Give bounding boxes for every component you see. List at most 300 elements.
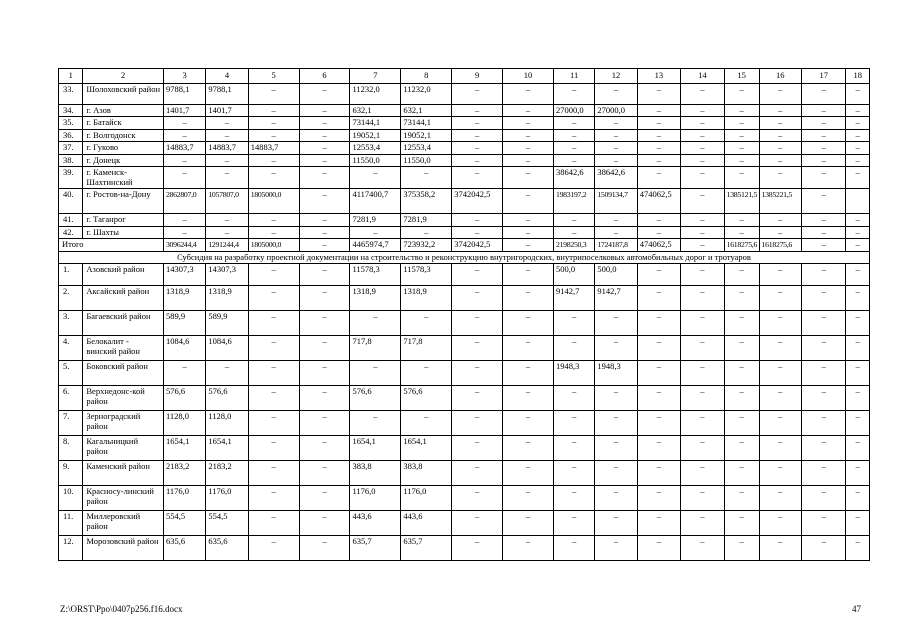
value-cell: 2862807,0 — [163, 189, 205, 214]
row-number-cell: 10. — [59, 486, 83, 511]
value-cell: 1176,0 — [350, 486, 401, 511]
value-cell: – — [452, 336, 503, 361]
value-cell: – — [299, 511, 350, 536]
value-cell: – — [846, 154, 870, 167]
value-cell: – — [637, 154, 680, 167]
district-name-cell: Верхнедонс-кой район — [83, 386, 164, 411]
table-row — [59, 536, 870, 561]
value-cell: – — [206, 117, 248, 130]
district-name-cell: г. Гуково — [83, 142, 164, 155]
value-cell: – — [759, 386, 801, 411]
value-cell: – — [503, 386, 554, 411]
value-cell: – — [801, 167, 846, 189]
value-cell: – — [595, 142, 637, 155]
value-cell: 1385121,5 — [724, 189, 759, 214]
value-cell: – — [801, 142, 846, 155]
table-row — [59, 154, 870, 167]
value-cell: – — [846, 436, 870, 461]
value-cell: – — [801, 83, 846, 104]
value-cell: 7281,9 — [350, 214, 401, 227]
row-number-cell: 33. — [59, 83, 83, 104]
value-cell: – — [595, 336, 637, 361]
value-cell: – — [299, 361, 350, 386]
table-row — [59, 83, 870, 104]
table-row — [59, 486, 870, 511]
section-title: Субсидия на разработку проектной документации на строительство и реконструкцию внутригородских, внутрипоселковых автомобильных дорог и тротуаров — [59, 251, 870, 264]
value-cell: 1654,1 — [163, 436, 205, 461]
value-cell: – — [846, 286, 870, 311]
district-name-cell: Кагальницкий район — [83, 436, 164, 461]
value-cell: – — [248, 511, 299, 536]
value-cell: 1318,9 — [163, 286, 205, 311]
value-cell: – — [595, 129, 637, 142]
value-cell: – — [503, 264, 554, 286]
value-cell: 1509134,7 — [595, 189, 637, 214]
value-cell: – — [206, 361, 248, 386]
total-value-cell: – — [801, 239, 846, 252]
value-cell: – — [801, 336, 846, 361]
value-cell: – — [759, 536, 801, 561]
value-cell: – — [553, 117, 594, 130]
value-cell: – — [637, 511, 680, 536]
value-cell: – — [299, 154, 350, 167]
value-cell: 38642,6 — [595, 167, 637, 189]
value-cell: – — [452, 511, 503, 536]
value-cell: 11550,0 — [350, 154, 401, 167]
value-cell: – — [248, 386, 299, 411]
value-cell: 1057807,0 — [206, 189, 248, 214]
value-cell: – — [759, 117, 801, 130]
value-cell: – — [299, 411, 350, 436]
value-cell: – — [846, 104, 870, 117]
value-cell: – — [801, 154, 846, 167]
row-number-cell: 6. — [59, 386, 83, 411]
value-cell: – — [248, 129, 299, 142]
value-cell: – — [637, 461, 680, 486]
value-cell: – — [503, 336, 554, 361]
value-cell: 2183,2 — [163, 461, 205, 486]
district-name-cell: Шолоховский район — [83, 83, 164, 104]
value-cell: – — [724, 386, 759, 411]
value-cell: – — [681, 189, 724, 214]
value-cell: 576,6 — [206, 386, 248, 411]
value-cell: – — [759, 104, 801, 117]
table-row — [59, 117, 870, 130]
value-cell: – — [553, 511, 594, 536]
value-cell: – — [452, 311, 503, 336]
value-cell: – — [681, 411, 724, 436]
value-cell: – — [553, 129, 594, 142]
value-cell: – — [724, 104, 759, 117]
total-value-cell: 1291244,4 — [206, 239, 248, 252]
value-cell: – — [801, 117, 846, 130]
value-cell: 500,0 — [595, 264, 637, 286]
value-cell: – — [759, 511, 801, 536]
total-value-cell: 2198250,3 — [553, 239, 594, 252]
value-cell: – — [681, 167, 724, 189]
value-cell: – — [248, 104, 299, 117]
value-cell: – — [452, 386, 503, 411]
value-cell: – — [163, 361, 205, 386]
total-value-cell: 3096244,4 — [163, 239, 205, 252]
value-cell: – — [553, 436, 594, 461]
value-cell: – — [759, 226, 801, 239]
value-cell: 1084,6 — [206, 336, 248, 361]
value-cell: 14883,7 — [206, 142, 248, 155]
row-number-cell: 12. — [59, 536, 83, 561]
value-cell: – — [595, 536, 637, 561]
value-cell: 1318,9 — [206, 286, 248, 311]
value-cell: 1318,9 — [401, 286, 452, 311]
table-row — [59, 361, 870, 386]
value-cell: 1654,1 — [350, 436, 401, 461]
value-cell: 11232,0 — [401, 83, 452, 104]
value-cell: – — [503, 536, 554, 561]
value-cell: – — [595, 226, 637, 239]
total-value-cell: 723932,2 — [401, 239, 452, 252]
column-number-header: 18 — [846, 69, 870, 84]
subsidy-table — [58, 68, 870, 561]
value-cell: 383,8 — [350, 461, 401, 486]
value-cell: – — [681, 286, 724, 311]
value-cell: 589,9 — [163, 311, 205, 336]
value-cell: 1805000,0 — [248, 189, 299, 214]
value-cell: 1176,0 — [206, 486, 248, 511]
value-cell: – — [248, 411, 299, 436]
value-cell: – — [846, 214, 870, 227]
value-cell: 443,6 — [401, 511, 452, 536]
value-cell: – — [681, 336, 724, 361]
value-cell: – — [846, 536, 870, 561]
value-cell: – — [206, 167, 248, 189]
value-cell: – — [452, 167, 503, 189]
column-number-header: 6 — [299, 69, 350, 84]
value-cell: – — [503, 117, 554, 130]
value-cell: – — [299, 214, 350, 227]
value-cell: – — [452, 83, 503, 104]
value-cell: – — [681, 311, 724, 336]
value-cell: – — [248, 214, 299, 227]
value-cell: – — [163, 167, 205, 189]
table-row — [59, 129, 870, 142]
row-number-cell: 35. — [59, 117, 83, 130]
total-value-cell: – — [503, 239, 554, 252]
value-cell: – — [452, 154, 503, 167]
value-cell: – — [503, 286, 554, 311]
value-cell: 717,8 — [401, 336, 452, 361]
total-row — [59, 239, 870, 252]
value-cell: – — [452, 286, 503, 311]
value-cell: 9788,1 — [206, 83, 248, 104]
value-cell: – — [503, 511, 554, 536]
table-row — [59, 436, 870, 461]
district-name-cell: Морозовский район — [83, 536, 164, 561]
value-cell: 1401,7 — [163, 104, 205, 117]
value-cell: – — [503, 486, 554, 511]
value-cell: – — [503, 461, 554, 486]
table-row — [59, 189, 870, 214]
value-cell: – — [553, 536, 594, 561]
value-cell: – — [248, 436, 299, 461]
district-name-cell: г. Волгодонск — [83, 129, 164, 142]
district-name-cell: Каменский район — [83, 461, 164, 486]
value-cell: – — [681, 361, 724, 386]
total-value-cell: 1618275,6 — [759, 239, 801, 252]
column-number-header: 3 — [163, 69, 205, 84]
value-cell: 1948,3 — [553, 361, 594, 386]
district-name-cell: Белокалит - винский район — [83, 336, 164, 361]
value-cell: 2183,2 — [206, 461, 248, 486]
value-cell: 1983197,2 — [553, 189, 594, 214]
table-header-row — [59, 69, 870, 84]
value-cell: – — [553, 226, 594, 239]
value-cell: – — [299, 117, 350, 130]
value-cell: – — [724, 411, 759, 436]
value-cell: 9788,1 — [163, 83, 205, 104]
district-name-cell: Красносу-линский район — [83, 486, 164, 511]
value-cell: – — [801, 264, 846, 286]
value-cell: – — [163, 214, 205, 227]
district-name-cell: Аксайский район — [83, 286, 164, 311]
value-cell: – — [350, 311, 401, 336]
value-cell: – — [248, 154, 299, 167]
value-cell: – — [503, 361, 554, 386]
value-cell: 14307,3 — [206, 264, 248, 286]
table-row — [59, 167, 870, 189]
value-cell: – — [724, 214, 759, 227]
value-cell: – — [595, 214, 637, 227]
value-cell: – — [637, 104, 680, 117]
value-cell: – — [553, 336, 594, 361]
value-cell: – — [452, 486, 503, 511]
row-number-cell: 36. — [59, 129, 83, 142]
value-cell: – — [248, 311, 299, 336]
value-cell: – — [724, 264, 759, 286]
value-cell: – — [724, 436, 759, 461]
table-row — [59, 142, 870, 155]
value-cell: – — [637, 361, 680, 386]
value-cell: – — [553, 142, 594, 155]
value-cell: – — [503, 83, 554, 104]
value-cell: – — [299, 386, 350, 411]
table-row — [59, 386, 870, 411]
value-cell: – — [759, 286, 801, 311]
value-cell: – — [206, 214, 248, 227]
value-cell: – — [724, 83, 759, 104]
district-name-cell: Зерноградский район — [83, 411, 164, 436]
value-cell: – — [846, 361, 870, 386]
value-cell: 1948,3 — [595, 361, 637, 386]
value-cell: – — [206, 154, 248, 167]
value-cell: – — [724, 117, 759, 130]
value-cell: – — [759, 214, 801, 227]
value-cell: – — [724, 154, 759, 167]
value-cell: – — [681, 129, 724, 142]
value-cell: 11578,3 — [401, 264, 452, 286]
value-cell: – — [452, 361, 503, 386]
value-cell: 589,9 — [206, 311, 248, 336]
value-cell: – — [350, 411, 401, 436]
value-cell: – — [801, 311, 846, 336]
value-cell: – — [801, 361, 846, 386]
table-row — [59, 226, 870, 239]
value-cell: – — [163, 226, 205, 239]
district-name-cell: г. Азов — [83, 104, 164, 117]
value-cell: – — [163, 129, 205, 142]
value-cell: – — [452, 142, 503, 155]
value-cell: – — [637, 311, 680, 336]
value-cell: 38642,6 — [553, 167, 594, 189]
value-cell: – — [503, 411, 554, 436]
table-row — [59, 336, 870, 361]
value-cell: – — [452, 264, 503, 286]
value-cell: – — [846, 264, 870, 286]
district-name-cell: г. Донецк — [83, 154, 164, 167]
value-cell: – — [452, 214, 503, 227]
value-cell: – — [801, 536, 846, 561]
value-cell: – — [801, 411, 846, 436]
column-number-header: 1 — [59, 69, 83, 84]
value-cell: – — [637, 117, 680, 130]
value-cell: – — [801, 386, 846, 411]
value-cell: 4117400,7 — [350, 189, 401, 214]
value-cell: 383,8 — [401, 461, 452, 486]
value-cell: – — [846, 129, 870, 142]
value-cell: – — [595, 411, 637, 436]
value-cell: 1385221,5 — [759, 189, 801, 214]
value-cell: – — [681, 117, 724, 130]
table-row — [59, 511, 870, 536]
value-cell: – — [350, 361, 401, 386]
value-cell: – — [299, 264, 350, 286]
value-cell: – — [299, 167, 350, 189]
value-cell: – — [452, 117, 503, 130]
value-cell: – — [503, 104, 554, 117]
row-number-cell: 3. — [59, 311, 83, 336]
value-cell: – — [299, 311, 350, 336]
value-cell: – — [724, 361, 759, 386]
value-cell: 11578,3 — [350, 264, 401, 286]
value-cell: – — [452, 461, 503, 486]
total-label: Итого — [59, 239, 164, 252]
column-number-header: 7 — [350, 69, 401, 84]
value-cell: 635,7 — [350, 536, 401, 561]
value-cell: – — [801, 436, 846, 461]
value-cell: 375358,2 — [401, 189, 452, 214]
section-title-row — [59, 251, 870, 264]
value-cell: – — [452, 129, 503, 142]
value-cell: – — [759, 361, 801, 386]
value-cell: – — [299, 486, 350, 511]
value-cell: – — [846, 226, 870, 239]
value-cell: – — [724, 286, 759, 311]
value-cell: – — [248, 264, 299, 286]
value-cell: 632,1 — [401, 104, 452, 117]
value-cell: – — [846, 386, 870, 411]
value-cell: – — [637, 214, 680, 227]
value-cell: 12553,4 — [350, 142, 401, 155]
value-cell: – — [846, 311, 870, 336]
value-cell: – — [801, 129, 846, 142]
value-cell: – — [553, 83, 594, 104]
column-number-header: 11 — [553, 69, 594, 84]
row-number-cell: 34. — [59, 104, 83, 117]
table-row — [59, 214, 870, 227]
value-cell: – — [248, 226, 299, 239]
value-cell: – — [503, 311, 554, 336]
value-cell: – — [452, 226, 503, 239]
table-row — [59, 286, 870, 311]
district-name-cell: Азовский район — [83, 264, 164, 286]
table-body — [59, 69, 870, 561]
value-cell: – — [846, 117, 870, 130]
value-cell: – — [401, 361, 452, 386]
value-cell: – — [637, 486, 680, 511]
value-cell: – — [681, 83, 724, 104]
value-cell: – — [759, 83, 801, 104]
total-value-cell: 1618275,6 — [724, 239, 759, 252]
column-number-header: 14 — [681, 69, 724, 84]
value-cell: – — [759, 311, 801, 336]
value-cell: – — [724, 486, 759, 511]
value-cell: 1084,6 — [163, 336, 205, 361]
value-cell: – — [595, 386, 637, 411]
value-cell: 1176,0 — [401, 486, 452, 511]
table-row — [59, 461, 870, 486]
row-number-cell: 1. — [59, 264, 83, 286]
value-cell: – — [595, 117, 637, 130]
value-cell: – — [637, 83, 680, 104]
value-cell: – — [503, 154, 554, 167]
value-cell: – — [503, 189, 554, 214]
value-cell: 9142,7 — [595, 286, 637, 311]
column-number-header: 2 — [83, 69, 164, 84]
value-cell: – — [595, 154, 637, 167]
value-cell: – — [299, 104, 350, 117]
value-cell: – — [299, 536, 350, 561]
value-cell: – — [724, 167, 759, 189]
column-number-header: 13 — [637, 69, 680, 84]
value-cell: – — [637, 129, 680, 142]
value-cell: – — [637, 536, 680, 561]
value-cell: – — [299, 286, 350, 311]
value-cell: 1318,9 — [350, 286, 401, 311]
table-row — [59, 264, 870, 286]
table-row — [59, 311, 870, 336]
value-cell: – — [681, 104, 724, 117]
value-cell: – — [801, 104, 846, 117]
value-cell: – — [206, 129, 248, 142]
district-name-cell: Боковский район — [83, 361, 164, 386]
value-cell: 1654,1 — [206, 436, 248, 461]
value-cell: – — [637, 226, 680, 239]
value-cell: – — [595, 486, 637, 511]
footer-file-path: Z:\ORST\Ppo\0407p256.f16.docx — [60, 604, 183, 614]
value-cell: 11550,0 — [401, 154, 452, 167]
value-cell: – — [724, 311, 759, 336]
column-number-header: 8 — [401, 69, 452, 84]
total-value-cell: 3742042,5 — [452, 239, 503, 252]
value-cell: 3742042,5 — [452, 189, 503, 214]
page-number: 47 — [852, 604, 861, 614]
value-cell: – — [681, 536, 724, 561]
value-cell: – — [801, 226, 846, 239]
value-cell: – — [452, 411, 503, 436]
value-cell: – — [681, 264, 724, 286]
value-cell: – — [724, 461, 759, 486]
total-value-cell: 1805000,0 — [248, 239, 299, 252]
value-cell: – — [452, 436, 503, 461]
